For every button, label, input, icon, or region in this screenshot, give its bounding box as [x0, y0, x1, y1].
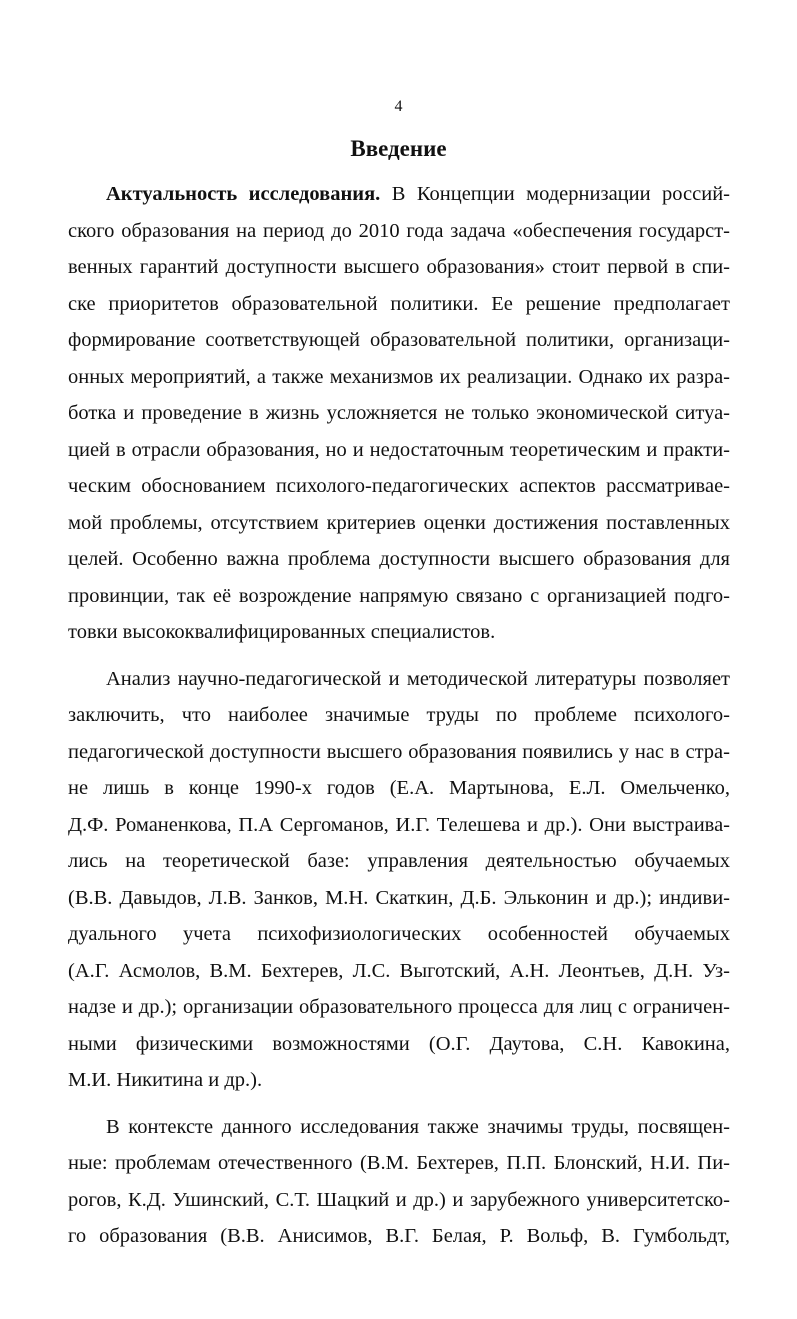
paragraph-line: ческим обоснованием психолого-педагогических аспектов рассматривае- — [68, 475, 730, 497]
paragraph-line: Анализ научно-педагогической и методической литературы позволяет — [106, 667, 730, 690]
paragraph-line: целей. Особенно важна проблема доступности высшего образования для — [68, 548, 730, 570]
paragraph-line: го образования (В.В. Анисимов, В.Г. Белая, Р. Вольф, В. Гумбольдт, — [68, 1225, 730, 1247]
paragraph-line: мой проблемы, отсутствием критериев оценки достижения поставленных — [68, 511, 730, 534]
paragraph-line: ске приоритетов образовательной политики. Ее решение предполагает — [68, 292, 730, 315]
paragraph-line: М.И. Никитина и др.). — [68, 1069, 263, 1091]
section-title: Введение — [350, 136, 447, 161]
paragraph-line: венных гарантий доступности высшего образования» стоит первой в спи- — [68, 256, 730, 278]
paragraph-line: товки высококвалифицированных специалистов. — [68, 621, 496, 643]
line-text: В Концепции модернизации россий- — [380, 183, 730, 205]
paragraph-line: провинции, так её возрождение напрямую связано с организацией подго- — [68, 584, 730, 607]
paragraph-line: (А.Г. Асмолов, В.М. Бехтерев, Л.С. Выготский, А.Н. Леонтьев, Д.Н. Уз- — [68, 959, 730, 982]
paragraph-line: ными физическими возможностями (О.Г. Даутова, С.Н. Кавокина, — [68, 1032, 730, 1055]
paragraph-line: В контексте данного исследования также значимы труды, посвящен- — [106, 1115, 730, 1138]
paragraph-research-context — [68, 1109, 730, 1255]
document-body — [68, 176, 730, 1255]
paragraph-line: цией в отрасли образования, но и недостаточным теоретическим и практи- — [68, 438, 730, 461]
bold-lead-in: Актуальность исследования. — [106, 183, 381, 205]
paragraph-line: заключить, что наиболее значимые труды по проблеме психолого- — [68, 704, 730, 726]
paragraph-line: дуального учета психофизиологических особенностей обучаемых — [68, 923, 730, 945]
paragraph-line: педагогической доступности высшего образования появились у нас в стра- — [68, 740, 730, 763]
paragraph-literature-analysis — [68, 661, 730, 1099]
paragraph-relevance — [68, 176, 730, 651]
paragraph-line: (В.В. Давыдов, Л.В. Занков, М.Н. Скаткин, Д.Б. Эльконин и др.); индиви- — [68, 886, 730, 909]
paragraph-line: ные: проблемам отечественного (В.М. Бехтерев, П.П. Блонский, Н.И. Пи- — [68, 1152, 730, 1174]
paragraph-line: надзе и др.); организации образовательного процесса для лиц с ограничен- — [68, 996, 730, 1018]
paragraph-line: онных мероприятий, а также механизмов их реализации. Однако их разра- — [68, 365, 730, 388]
paragraph-line: Д.Ф. Романенкова, П.А Сергоманов, И.Г. Телешева и др.). Они выстраива- — [68, 813, 730, 836]
paragraph-line: лись на теоретической базе: управления деятельностью обучаемых — [68, 850, 730, 872]
paragraph-line: ского образования на период до 2010 года задача «обеспечения государст- — [68, 219, 730, 242]
paragraph-line: не лишь в конце 1990-х годов (Е.А. Мартынова, Е.Л. Омельченко, — [68, 777, 730, 799]
paragraph-line: рогов, К.Д. Ушинский, С.Т. Шацкий и др.) и зарубежного университетско- — [68, 1188, 730, 1211]
page-number: 4 — [394, 98, 403, 115]
paragraph-line: ботка и проведение в жизнь усложняется не только экономической ситуа- — [68, 402, 730, 424]
paragraph-line: формирование соответствующей образовательной политики, организаци- — [68, 329, 730, 351]
paragraph-line — [68, 176, 730, 213]
